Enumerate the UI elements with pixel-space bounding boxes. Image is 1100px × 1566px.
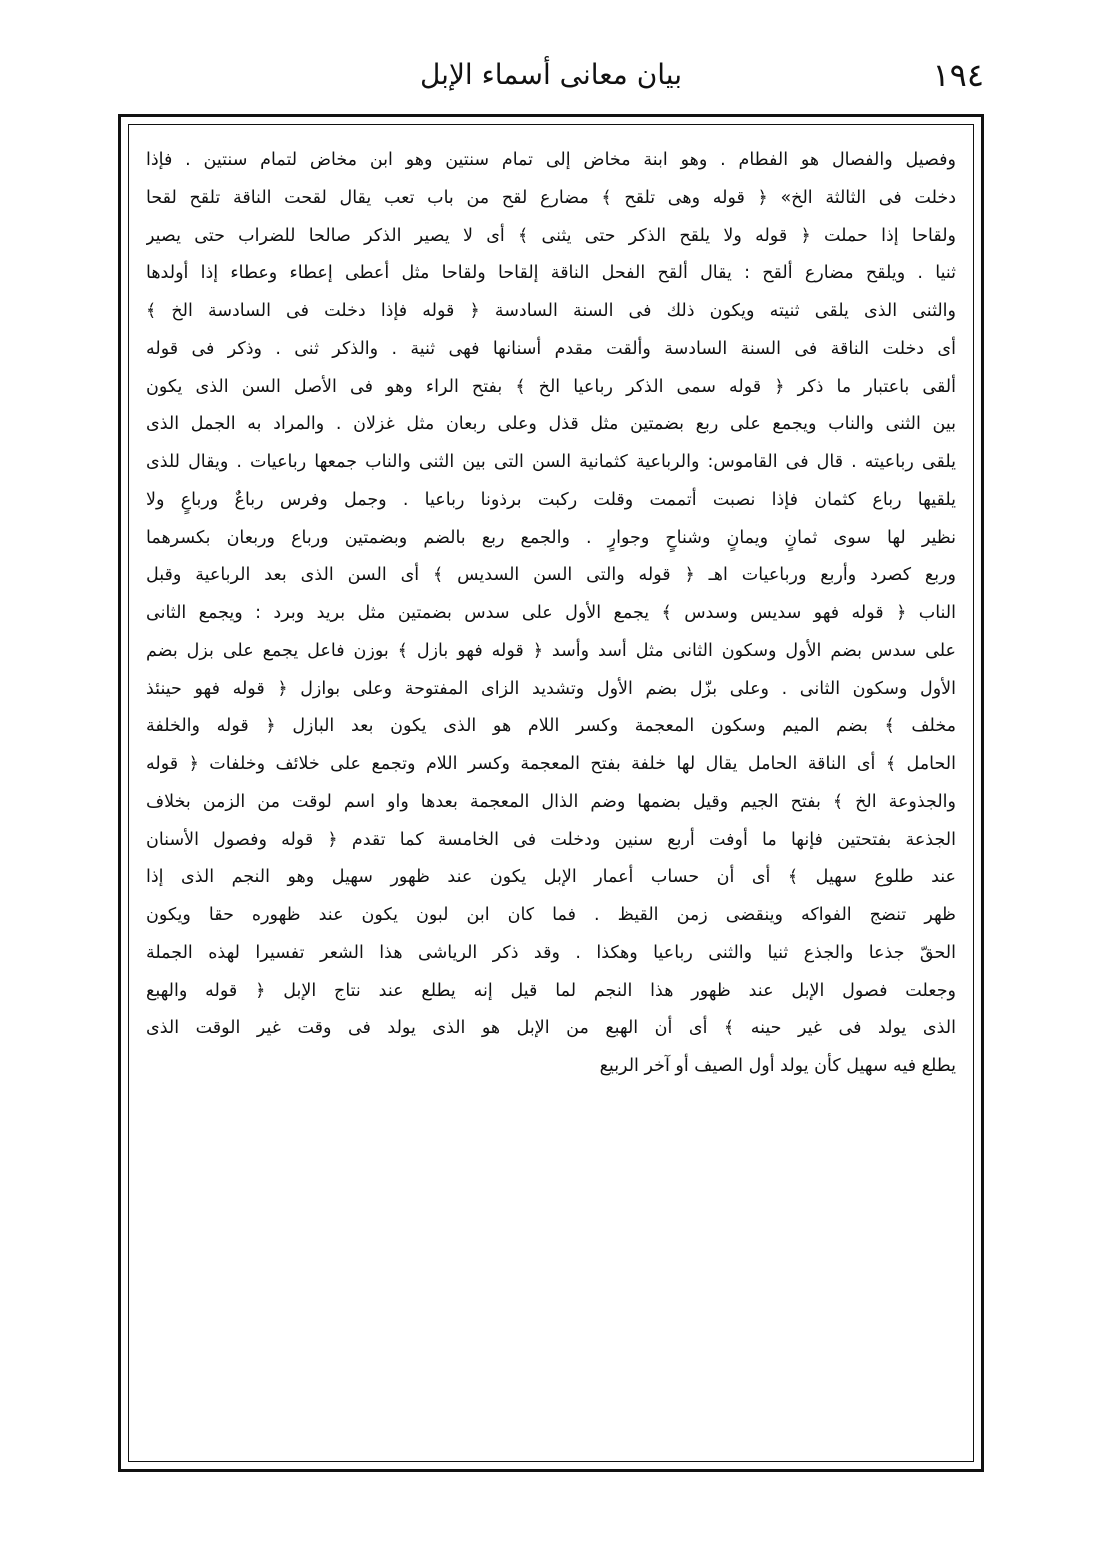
text-line: دخلت فى الثالثة الخ» ﴿ قوله وهى تلقح ﴾ مضارع لقح من باب تعب يقال لقحت الناقة تلقح لقحا (146, 187, 956, 208)
body-text (146, 142, 956, 1458)
text-line: الذى يولد فى غير حينه ﴾ أى أن الهبع من الإبل هو الذى يولد فى وقت غير الوقت الذى (146, 1018, 956, 1039)
text-line: يلقيها رباع كثمان فإذا نصبت أتممت وقلت ركبت برذونا رباعيا . وجمل وفرس رباعٌ ورباعٍ ولا (146, 489, 956, 510)
text-line: نظير لها سوى ثمانٍ ويمانٍ وشناحٍ وجوارٍ . والجمع ربع بالضم وبضمتين ورباع وربعان بكسرهما (146, 527, 956, 548)
text-line: الحقّ جذعا والجذع ثنيا والثنى رباعيا وهكذا . وقد ذكر الرياشى هذا الشعر تفسيرا لهذه الجملة (146, 942, 956, 963)
page-header (118, 52, 984, 108)
text-line: ولقاحا إذا حملت ﴿ قوله ولا يلقح الذكر حتى يثنى ﴾ أى لا يصير الذكر صالحا للضراب حتى يصير (146, 225, 956, 246)
text-line: ثنيا . ويلقح مضارع ألقح : يقال ألقح الفحل الناقة إلقاحا ولقاحا مثل أعطى إعطاء وعطاء إذا أولدها (146, 263, 956, 284)
text-line: عند طلوع سهيل ﴾ أى أن حساب أعمار الإبل يكون عند ظهور سهيل وهو النجم الذى إذا (146, 867, 956, 888)
text-line: على سدس بضم الأول وسكون الثانى مثل أسد وأسد ﴿ قوله فهو بازل ﴾ بوزن فاعل يجمع على بزل بضم (146, 640, 956, 661)
text-line: بين الثنى والناب ويجمع على ربع بضمتين مثل قذل وعلى ربعان مثل غزلان . والمراد به الجمل الذى (146, 414, 956, 435)
text-line: الناب ﴿ قوله فهو سديس وسدس ﴾ يجمع الأول على سدس بضمتين مثل بريد وبرد : ويجمع الثانى (146, 603, 956, 623)
text-line-last: يطلع فيه سهيل كأن يولد أول الصيف أو آخر الربيع (599, 1056, 956, 1076)
page-number: ١٩٤ (932, 56, 984, 94)
text-line: ألقى باعتبار ما ذكر ﴿ قوله سمى الذكر رباعيا الخ ﴾ بفتح الراء وهو فى الأصل السن الذى يكون (146, 376, 956, 397)
text-line: ظهر تنضج الفواكه وينقضى زمن القيظ . فما كان ابن لبون يكون عند ظهوره حقا ويكون (146, 905, 956, 925)
running-title: بيان معانى أسماء الإبل (419, 58, 683, 91)
text-line: يلقى رباعيته . قال فى القاموس: والرباعية كثمانية السن التى بين الثنى والناب جمعها رباعيات . ويقال للذى (146, 452, 956, 472)
text-line: والجذوعة الخ ﴾ بفتح الجيم وقيل بضمها وضم الذال المعجمة بعدها واو اسم لوقت من الزمن بخلاف (146, 791, 956, 812)
text-line: الأول وسكون الثانى . وعلى بزّل بضم الأول وتشديد الزاى المفتوحة وعلى بوازل ﴿ قوله فهو حينئذ (146, 678, 956, 699)
text-line: والثنى الذى يلقى ثنيته ويكون ذلك فى السنة السادسة ﴿ قوله فإذا دخلت فى السادسة الخ ﴾ (146, 301, 956, 321)
text-line: أى دخلت الناقة فى السنة السادسة وألقت مقدم أسنانها فهى ثنية . والذكر ثنى . وذكر فى قوله (146, 338, 956, 359)
text-line: وجعلت فصول الإبل عند ظهور هذا النجم لما قيل إنه يطلع عند نتاج الإبل ﴿ قوله والهبع (146, 980, 956, 1001)
text-line: الحامل ﴾ أى الناقة الحامل يقال لها خلفة بفتح المعجمة وكسر اللام وتجمع على خلائف وخلفات ﴿ قوله (146, 754, 956, 774)
text-line: الجذعة بفتحتين فإنها ما أوفت أربع سنين ودخلت فى الخامسة كما تقدم ﴿ قوله وفصول الأسنان (146, 829, 956, 850)
text-line: وربع كصرد وأربع ورباعيات اهـ ﴿ قوله والتى السن السديس ﴾ أى السن الذى بعد الرباعية وقبل (146, 565, 956, 586)
text-line: مخلف ﴾ بضم الميم وسكون المعجمة وكسر اللام هو الذى يكون بعد البازل ﴿ قوله والخلفة (146, 716, 956, 737)
text-line: وفصيل والفصال هو الفطام . وهو ابنة مخاض إلى تمام سنتين وهو ابن مخاض لتمام سنتين . فإذا (146, 150, 956, 170)
